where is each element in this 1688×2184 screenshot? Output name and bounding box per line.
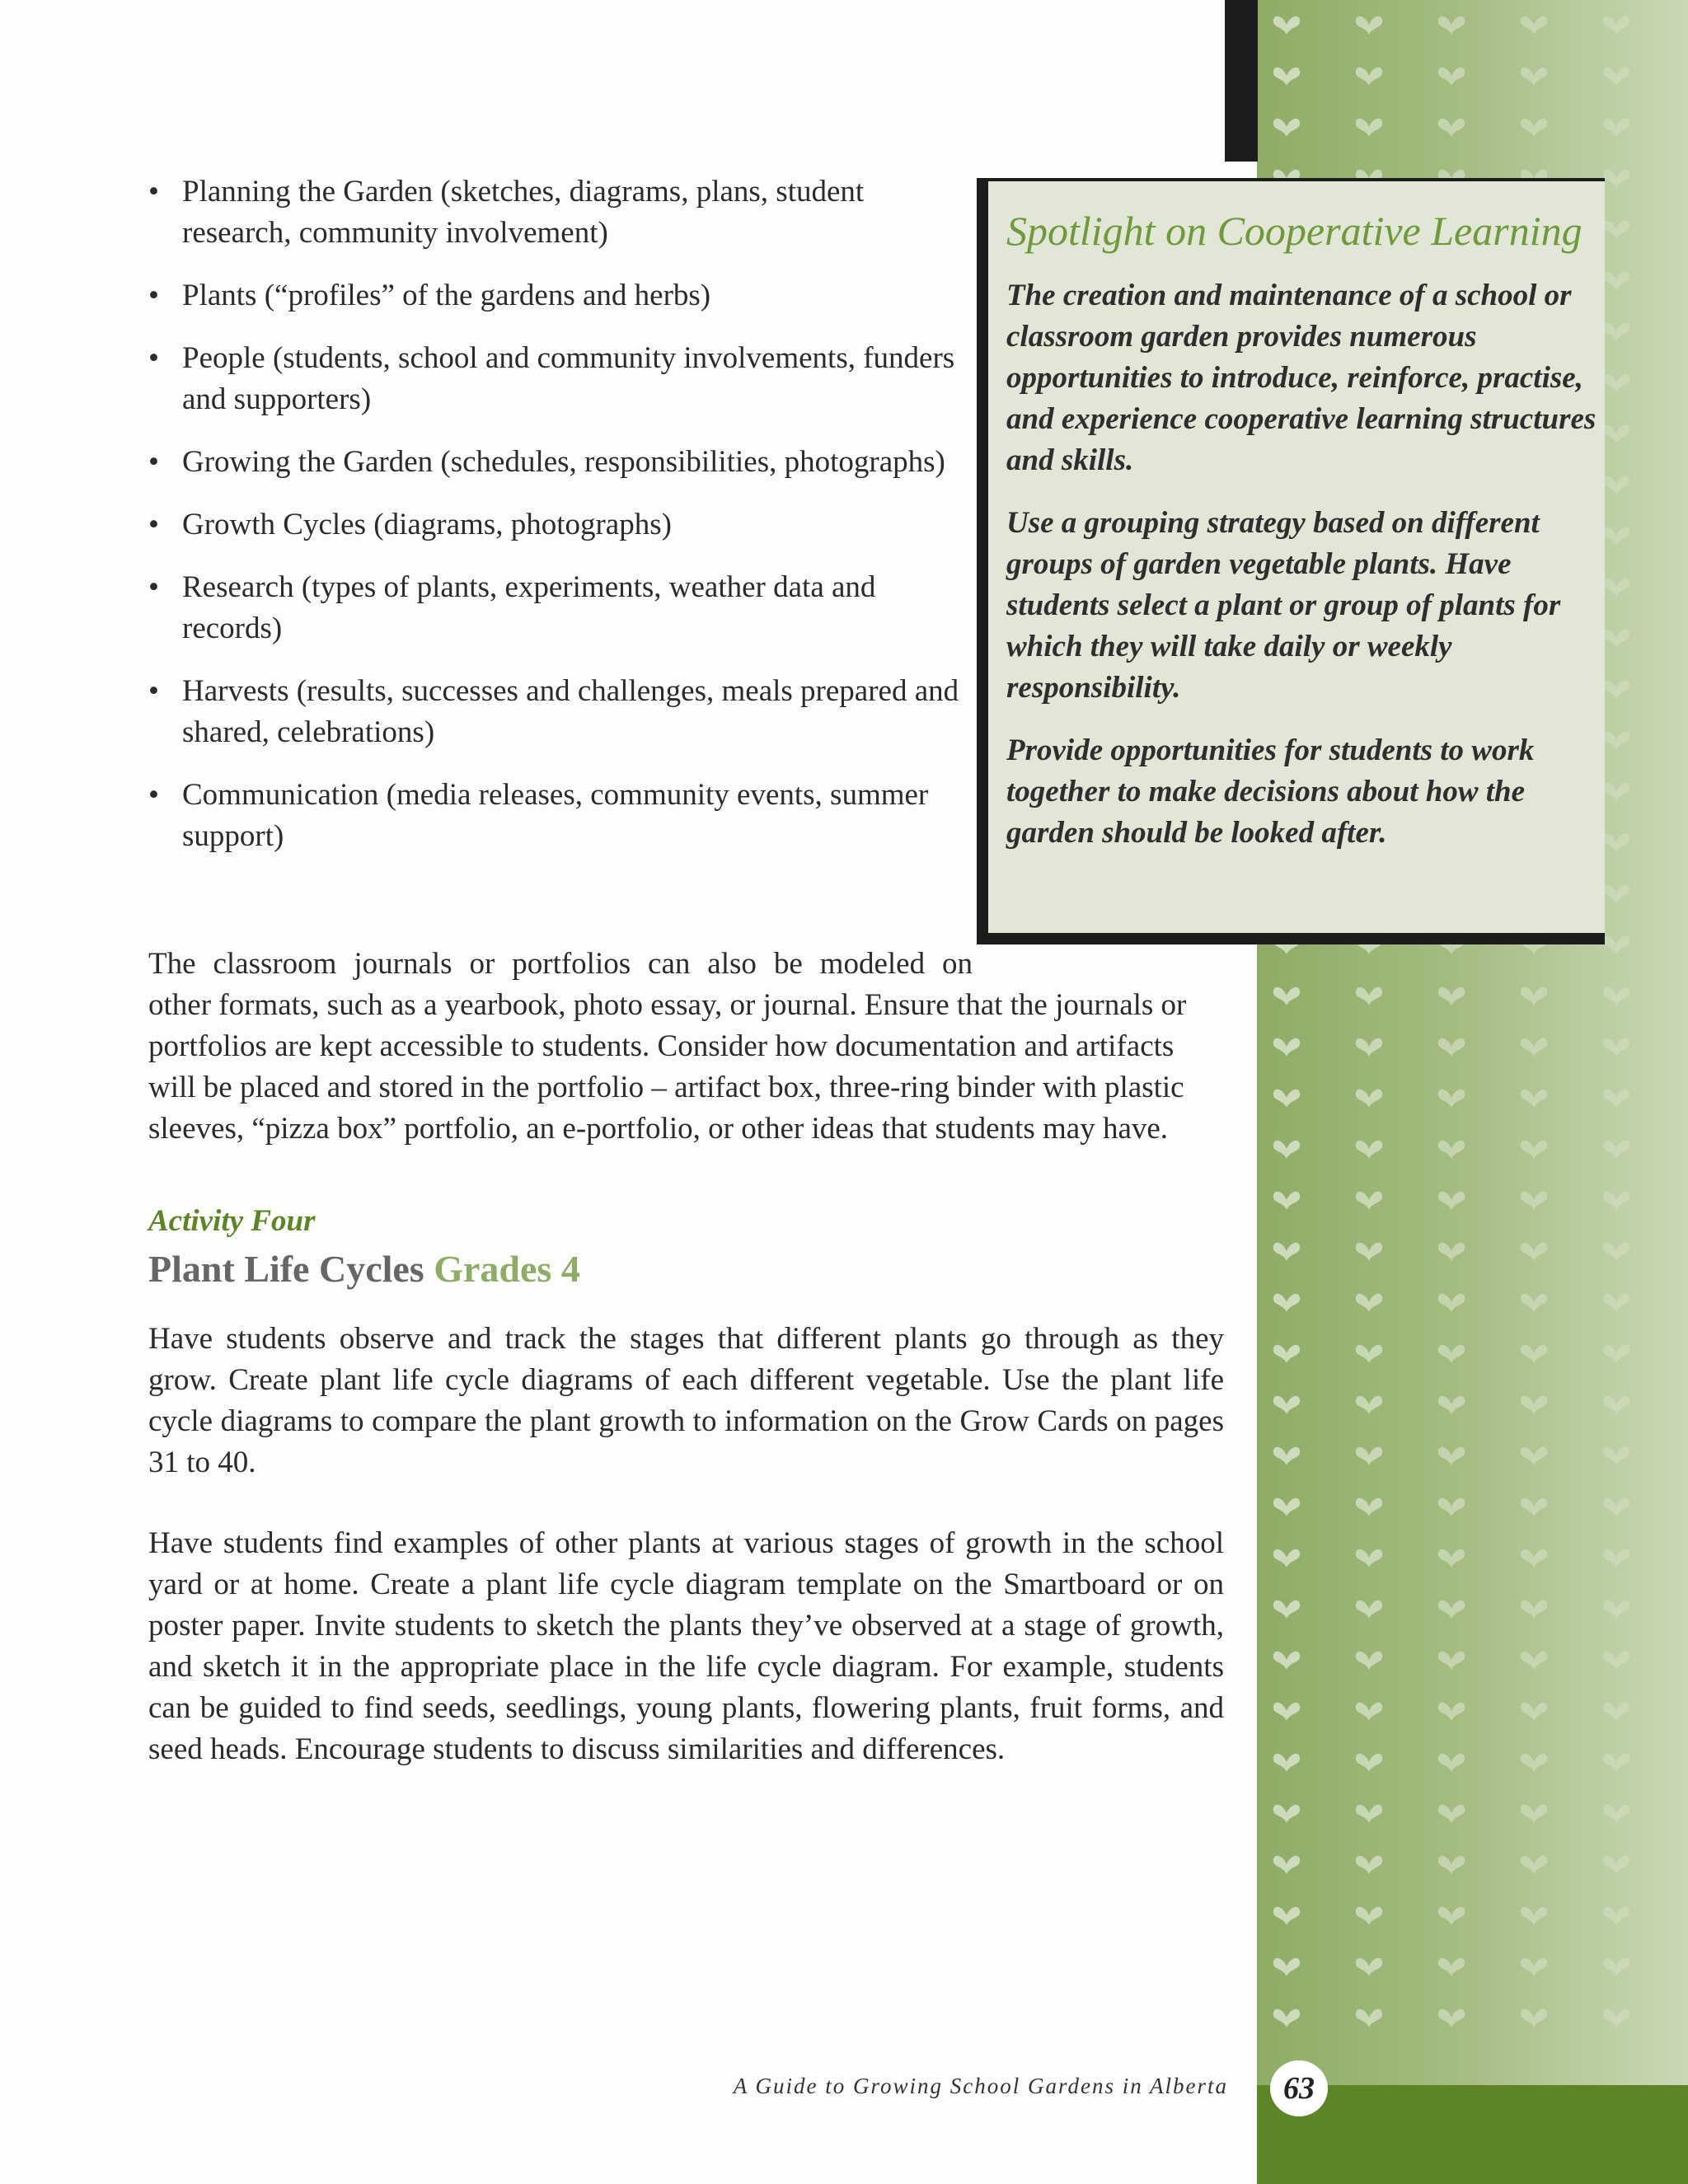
leaf-icon <box>1356 1141 1382 1159</box>
leaf-icon <box>1356 1345 1382 1363</box>
leaf-icon <box>1521 1498 1547 1516</box>
leaf-icon <box>1603 1805 1629 1823</box>
leaf-icon <box>1273 1805 1300 1823</box>
leaf-icon <box>1603 1601 1629 1619</box>
spotlight-paragraph: Provide opportunities for students to work together to make decisions about how the garden should be looked after. <box>1006 733 1535 850</box>
journals-paragraph-first-line: The classroom journals or portfolios can also be modeled on <box>148 947 973 981</box>
leaf-icon <box>1356 1498 1382 1516</box>
leaf-icon <box>1273 68 1300 86</box>
leaf-icon <box>1603 476 1629 494</box>
leaf-icon <box>1356 1652 1382 1670</box>
leaf-icon <box>1438 987 1465 1005</box>
leaf-icon <box>1438 1294 1465 1312</box>
leaf-icon <box>1603 1958 1629 1976</box>
leaf-icon <box>1273 1243 1300 1261</box>
activity-paragraph: Have students find examples of other plants at various stages of growth in the school yard or at home. Create a plant life cycle diagram template on the Smartboard or on poster paper. Invite students to sketch the plants they’ve observed at a stage of growth, and sketch it in the appropriate place in the life cycle diagram. For example, students can be guided to find seeds, seedlings, young plants, flowering plants, fruit forms, and seed heads. Encourage students to discuss similarities and differences. <box>148 1526 1224 1766</box>
leaf-icon <box>1603 1549 1629 1568</box>
leaf-icon <box>1603 16 1629 35</box>
bullet-marker: • <box>148 341 159 375</box>
leaf-icon <box>1273 119 1300 137</box>
leaf-icon <box>1521 1447 1547 1465</box>
leaf-icon <box>1356 1703 1382 1721</box>
leaf-icon <box>1521 1856 1547 1874</box>
bullet-marker: • <box>148 445 159 479</box>
leaf-icon <box>1273 1907 1300 1925</box>
leaf-icon <box>1273 1396 1300 1414</box>
activity-title <box>148 1247 580 1291</box>
leaf-icon <box>1521 1090 1547 1108</box>
leaf-icon <box>1603 732 1629 750</box>
leaf-icon <box>1521 2009 1547 2027</box>
leaf-icon <box>1438 119 1465 137</box>
list-item <box>147 567 971 649</box>
leaf-icon <box>1521 1294 1547 1312</box>
list-item-text: Harvests (results, successes and challenges, meals prepared and shared, celebrations) <box>182 674 959 749</box>
leaf-icon <box>1356 1549 1382 1568</box>
list-item-text: Research (types of plants, experiments, weather data and records) <box>182 570 876 645</box>
leaf-icon <box>1273 1141 1300 1159</box>
leaf-icon <box>1356 1907 1382 1925</box>
leaf-icon <box>1273 1294 1300 1312</box>
leaf-icon <box>1603 681 1629 699</box>
leaf-icon <box>1603 1652 1629 1670</box>
leaf-icon <box>1603 1192 1629 1210</box>
list-item <box>147 338 971 420</box>
list-item-text: Plants (“profiles” of the gardens and herbs) <box>182 279 711 312</box>
leaf-icon <box>1438 1549 1465 1568</box>
leaf-icon <box>1603 527 1629 546</box>
leaf-icon <box>1273 1856 1300 1874</box>
leaf-icon <box>1273 1038 1300 1057</box>
decorative-black-bar <box>1225 0 1258 162</box>
list-item <box>147 442 971 483</box>
list-item-text: Communication (media releases, community events, summer support) <box>182 778 929 853</box>
leaf-icon <box>1603 272 1629 290</box>
leaf-icon <box>1438 1090 1465 1108</box>
leaf-icon <box>1438 2009 1465 2027</box>
leaf-icon <box>1603 1396 1629 1414</box>
leaf-icon <box>1438 1192 1465 1210</box>
leaf-icon <box>1603 68 1629 86</box>
leaf-icon <box>1603 2009 1629 2027</box>
leaf-icon <box>1273 2009 1300 2027</box>
leaf-icon <box>1438 1345 1465 1363</box>
leaf-icon <box>1603 1294 1629 1312</box>
leaf-icon <box>1356 1294 1382 1312</box>
leaf-icon <box>1521 1754 1547 1772</box>
list-item-text: People (students, school and community involvements, funders and supporters) <box>182 341 955 416</box>
leaf-icon <box>1356 1090 1382 1108</box>
leaf-icon <box>1273 1192 1300 1210</box>
leaf-icon <box>1603 323 1629 341</box>
leaf-icon <box>1521 1243 1547 1261</box>
footer-book-title: A Guide to Growing School Gardens in Alberta <box>733 2074 1228 2098</box>
leaf-icon <box>1603 1907 1629 1925</box>
leaf-icon <box>1438 1447 1465 1465</box>
bullet-marker: • <box>148 508 159 541</box>
list-item <box>147 671 971 753</box>
leaf-icon <box>1603 1498 1629 1516</box>
leaf-icon <box>1438 1754 1465 1772</box>
leaf-icon <box>1356 1243 1382 1261</box>
leaf-icon <box>1521 119 1547 137</box>
leaf-icon <box>1521 1141 1547 1159</box>
spotlight-paragraph: The creation and maintenance of a school or classroom garden provides numerous opportunities to introduce, reinforce, practise, and experience cooperative learning structures and skills. <box>1006 279 1597 477</box>
leaf-icon <box>1521 1805 1547 1823</box>
leaf-icon <box>1521 987 1547 1005</box>
leaf-icon <box>1521 16 1547 35</box>
leaf-icon <box>1438 1038 1465 1057</box>
leaf-icon <box>1438 1907 1465 1925</box>
leaf-icon <box>1603 1447 1629 1465</box>
leaf-icon <box>1273 16 1300 35</box>
bullet-marker: • <box>148 279 159 312</box>
leaf-icon <box>1603 1856 1629 1874</box>
leaf-icon <box>1356 2009 1382 2027</box>
leaf-icon <box>1438 1141 1465 1159</box>
list-item <box>147 171 971 254</box>
activity-title-text: Plant Life Cycles <box>148 1248 424 1290</box>
leaf-icon <box>1438 1396 1465 1414</box>
leaf-icon <box>1438 1805 1465 1823</box>
leaf-icon <box>1521 1703 1547 1721</box>
leaf-icon <box>1603 783 1629 801</box>
leaf-icon <box>1438 16 1465 35</box>
page-number: 63 <box>1270 2060 1328 2116</box>
bullet-marker: • <box>148 778 159 812</box>
leaf-icon <box>1521 1345 1547 1363</box>
leaf-icon <box>1603 1038 1629 1057</box>
leaf-icon <box>1356 1754 1382 1772</box>
leaf-icon <box>1273 1703 1300 1721</box>
leaf-icon <box>1603 1754 1629 1772</box>
list-item <box>147 275 971 316</box>
leaf-icon <box>1356 68 1382 86</box>
leaf-icon <box>1438 68 1465 86</box>
activity-paragraph: Have students observe and track the stages that different plants go through as they grow. Create plant life cycle diagrams of each different vegetable. Use the plant life cycle diagrams to compare the plant growth to information on the Grow Cards on pages 31 to 40. <box>148 1322 1224 1479</box>
list-item <box>147 775 971 857</box>
leaf-icon <box>1438 1243 1465 1261</box>
leaf-icon <box>1273 1549 1300 1568</box>
leaf-icon <box>1356 119 1382 137</box>
bullet-marker: • <box>148 175 159 209</box>
leaf-icon <box>1521 1549 1547 1568</box>
leaf-icon <box>1356 1958 1382 1976</box>
leaf-icon <box>1521 1038 1547 1057</box>
leaf-icon <box>1603 885 1629 903</box>
leaf-icon <box>1273 1345 1300 1363</box>
leaf-icon <box>1603 1703 1629 1721</box>
list-item-text: Growing the Garden (schedules, responsibilities, photographs) <box>182 445 945 479</box>
leaf-icon <box>1273 1601 1300 1619</box>
spotlight-box <box>977 178 1605 944</box>
activity-grades: Grades 4 <box>434 1248 580 1290</box>
leaf-icon <box>1521 1958 1547 1976</box>
leaf-icon <box>1603 936 1629 954</box>
leaf-icon <box>1521 1652 1547 1670</box>
journals-paragraph-rest: other formats, such as a yearbook, photo essay, or journal. Ensure that the journals or portfolios are kept accessible to students. Consider how documentation and artifacts will be placed and stored in the portfolio – artifact box, three-ring binder with plastic sleeves, “pizza box” portfolio, an e-portfolio, or other ideas that students may have. <box>148 988 1187 1146</box>
leaf-icon <box>1356 1447 1382 1465</box>
leaf-icon <box>1603 119 1629 137</box>
leaf-icon <box>1603 1090 1629 1108</box>
portfolio-sections-list <box>147 171 971 879</box>
journals-paragraph <box>148 944 1228 1150</box>
bullet-marker: • <box>148 570 159 604</box>
bullet-marker: • <box>148 674 159 708</box>
leaf-icon <box>1603 374 1629 392</box>
leaf-icon <box>1438 1652 1465 1670</box>
leaf-icon <box>1521 1601 1547 1619</box>
leaf-icon <box>1356 1396 1382 1414</box>
leaf-icon <box>1603 1141 1629 1159</box>
leaf-icon <box>1273 1090 1300 1108</box>
spotlight-paragraph: Use a grouping strategy based on different groups of garden vegetable plants. Have students select a plant or group of plants for which they will take daily or weekly responsibility. <box>1006 506 1561 705</box>
leaf-icon <box>1356 987 1382 1005</box>
leaf-icon <box>1603 987 1629 1005</box>
list-item <box>147 504 971 546</box>
leaf-icon <box>1603 834 1629 852</box>
leaf-icon <box>1273 1958 1300 1976</box>
leaf-icon <box>1603 579 1629 597</box>
leaf-icon <box>1603 1345 1629 1363</box>
leaf-icon <box>1603 630 1629 648</box>
leaf-icon <box>1273 1447 1300 1465</box>
leaf-icon <box>1603 425 1629 443</box>
leaf-icon <box>1521 1907 1547 1925</box>
leaf-icon <box>1438 1703 1465 1721</box>
leaf-icon <box>1521 1396 1547 1414</box>
leaf-icon <box>1521 68 1547 86</box>
leaf-icon <box>1603 1243 1629 1261</box>
leaf-icon <box>1438 1856 1465 1874</box>
leaf-icon <box>1273 1498 1300 1516</box>
activity-label: Activity Four <box>148 1204 316 1238</box>
leaf-icon <box>1356 1856 1382 1874</box>
leaf-icon <box>1273 987 1300 1005</box>
leaf-icon <box>1603 170 1629 188</box>
list-item-text: Planning the Garden (sketches, diagrams, plans, student research, community involvement) <box>182 175 865 250</box>
leaf-icon <box>1273 1754 1300 1772</box>
leaf-icon <box>1356 16 1382 35</box>
leaf-icon <box>1438 1498 1465 1516</box>
leaf-icon <box>1273 1652 1300 1670</box>
leaf-icon <box>1356 1601 1382 1619</box>
leaf-icon <box>1356 1038 1382 1057</box>
leaf-icon <box>1438 1958 1465 1976</box>
leaf-icon <box>1356 1805 1382 1823</box>
leaf-icon <box>1603 221 1629 239</box>
leaf-icon <box>1438 1601 1465 1619</box>
leaf-icon <box>1521 1192 1547 1210</box>
leaf-icon <box>1356 1192 1382 1210</box>
list-item-text: Growth Cycles (diagrams, photographs) <box>182 508 672 541</box>
spotlight-title: Spotlight on Cooperative Learning <box>1006 208 1582 254</box>
